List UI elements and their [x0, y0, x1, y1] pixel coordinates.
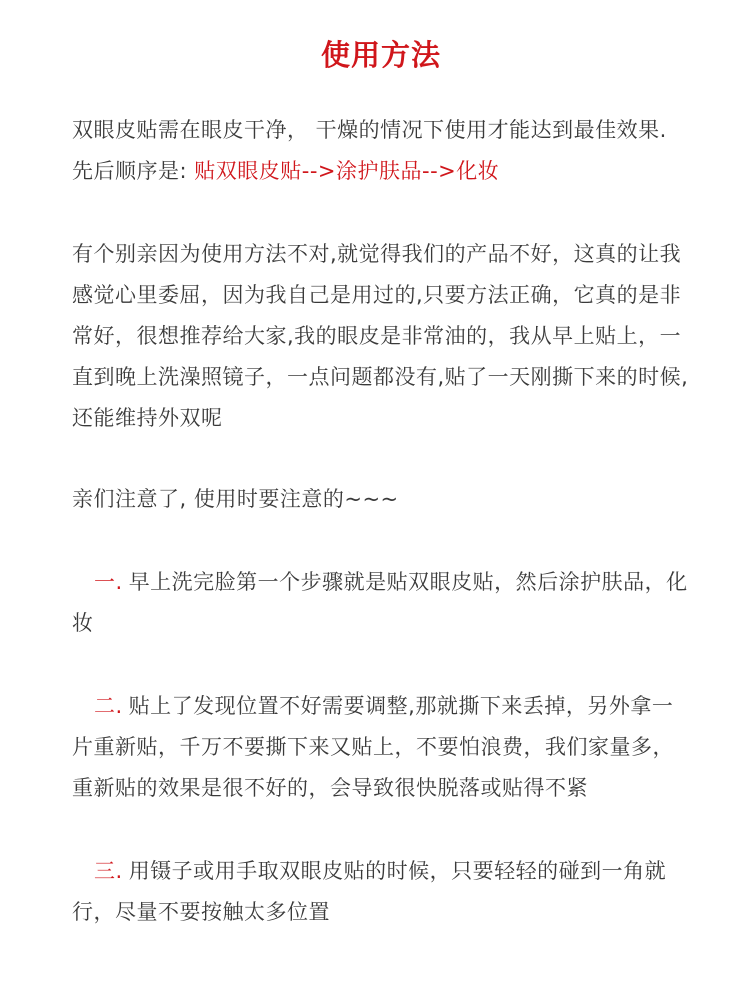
step-number: 三.: [94, 859, 123, 883]
step-item-2: [72, 686, 690, 809]
story-text: 有个别亲因为使用方法不对,就觉得我们的产品不好，这真的让我感觉心里委屈，因为我自己是用过的,只要方法正确，它真的是非常好，很想推荐给大家,我的眼皮是非常油的，我从早上贴上，一直到晚上洗澡照镜子，一点问题都没有,贴了一天刚撕下来的时候,还能维持外双呢: [72, 242, 689, 430]
intro-text: 双眼皮贴需在眼皮干净， 干燥的情况下使用才能达到最佳效果.: [72, 118, 667, 142]
step-text: 贴上了发现位置不好需要调整,那就撕下来丢掉，另外拿一片重新贴，千万不要撕下来又贴上，不要怕浪费，我们家量多，重新贴的效果是很不好的，会导致很快脱落或贴得不紧: [72, 694, 674, 800]
step-text: 用镊子或用手取双眼皮贴的时候，只要轻轻的碰到一角就行，尽量不要按触太多位置: [72, 859, 667, 924]
intro-section: [72, 110, 690, 192]
step-item-3: [72, 851, 690, 933]
step-number: 一.: [94, 570, 123, 594]
order-line: [72, 151, 690, 192]
step-item-1: [72, 562, 690, 644]
order-value: 贴双眼皮贴-->涂护肤品-->化妆: [194, 159, 500, 183]
step-text: 早上洗完脸第一个步骤就是贴双眼皮贴，然后涂护肤品，化妆: [72, 570, 688, 635]
notice-text: 亲们注意了, 使用时要注意的~~~: [72, 487, 399, 511]
step-number: 二.: [94, 694, 123, 718]
page-title: 使用方法: [320, 38, 441, 72]
order-label: 先后顺序是:: [72, 159, 195, 183]
